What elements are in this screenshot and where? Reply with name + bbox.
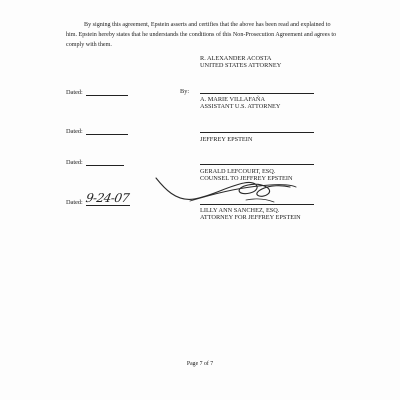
signer-name-2: JEFFREY EPSTEIN bbox=[200, 136, 253, 143]
dated-label-2: Dated: bbox=[66, 128, 83, 135]
page-number: Page 7 of 7 bbox=[186, 361, 214, 367]
dated-label-4: Dated: bbox=[66, 199, 83, 206]
signer-title-1: ASSISTANT U.S. ATTORNEY bbox=[200, 103, 281, 110]
date-line-4 bbox=[86, 205, 130, 206]
signer-name-4: LILLY ANN SANCHEZ, ESQ. bbox=[200, 207, 280, 214]
signature-line-2 bbox=[200, 132, 314, 133]
date-line-1 bbox=[86, 95, 128, 96]
us-attorney-title: UNITED STATES ATTORNEY bbox=[200, 62, 282, 69]
agreement-paragraph-text: By signing this agreement, Epstein asserts and certifies that the above has been read and explained to him. Epstein hereby states that he understands the conditions of this Non-Prosecution Agreement and agrees to comply with them. bbox=[66, 22, 337, 48]
signer-title-3: COUNSEL TO JEFFREY EPSTEIN bbox=[200, 175, 293, 182]
dated-label-3: Dated: bbox=[66, 159, 83, 166]
signature-line-1 bbox=[200, 93, 314, 94]
agreement-paragraph bbox=[66, 20, 338, 50]
date-line-2 bbox=[86, 134, 128, 135]
dated-label-1: Dated: bbox=[66, 89, 83, 96]
signer-title-4: ATTORNEY FOR JEFFREY EPSTEIN bbox=[200, 214, 301, 221]
signature-line-4 bbox=[200, 204, 314, 205]
signature-line-3 bbox=[200, 164, 314, 165]
handwritten-date: 9-24-07 bbox=[84, 191, 131, 205]
date-line-3 bbox=[86, 165, 124, 166]
signer-name-3: GERALD LEFCOURT, ESQ. bbox=[200, 168, 276, 175]
us-attorney-name: R. ALEXANDER ACOSTA bbox=[200, 55, 272, 62]
by-label: By: bbox=[180, 88, 190, 95]
signer-name-1: A. MARIE VILLAFAÑA bbox=[200, 96, 266, 103]
